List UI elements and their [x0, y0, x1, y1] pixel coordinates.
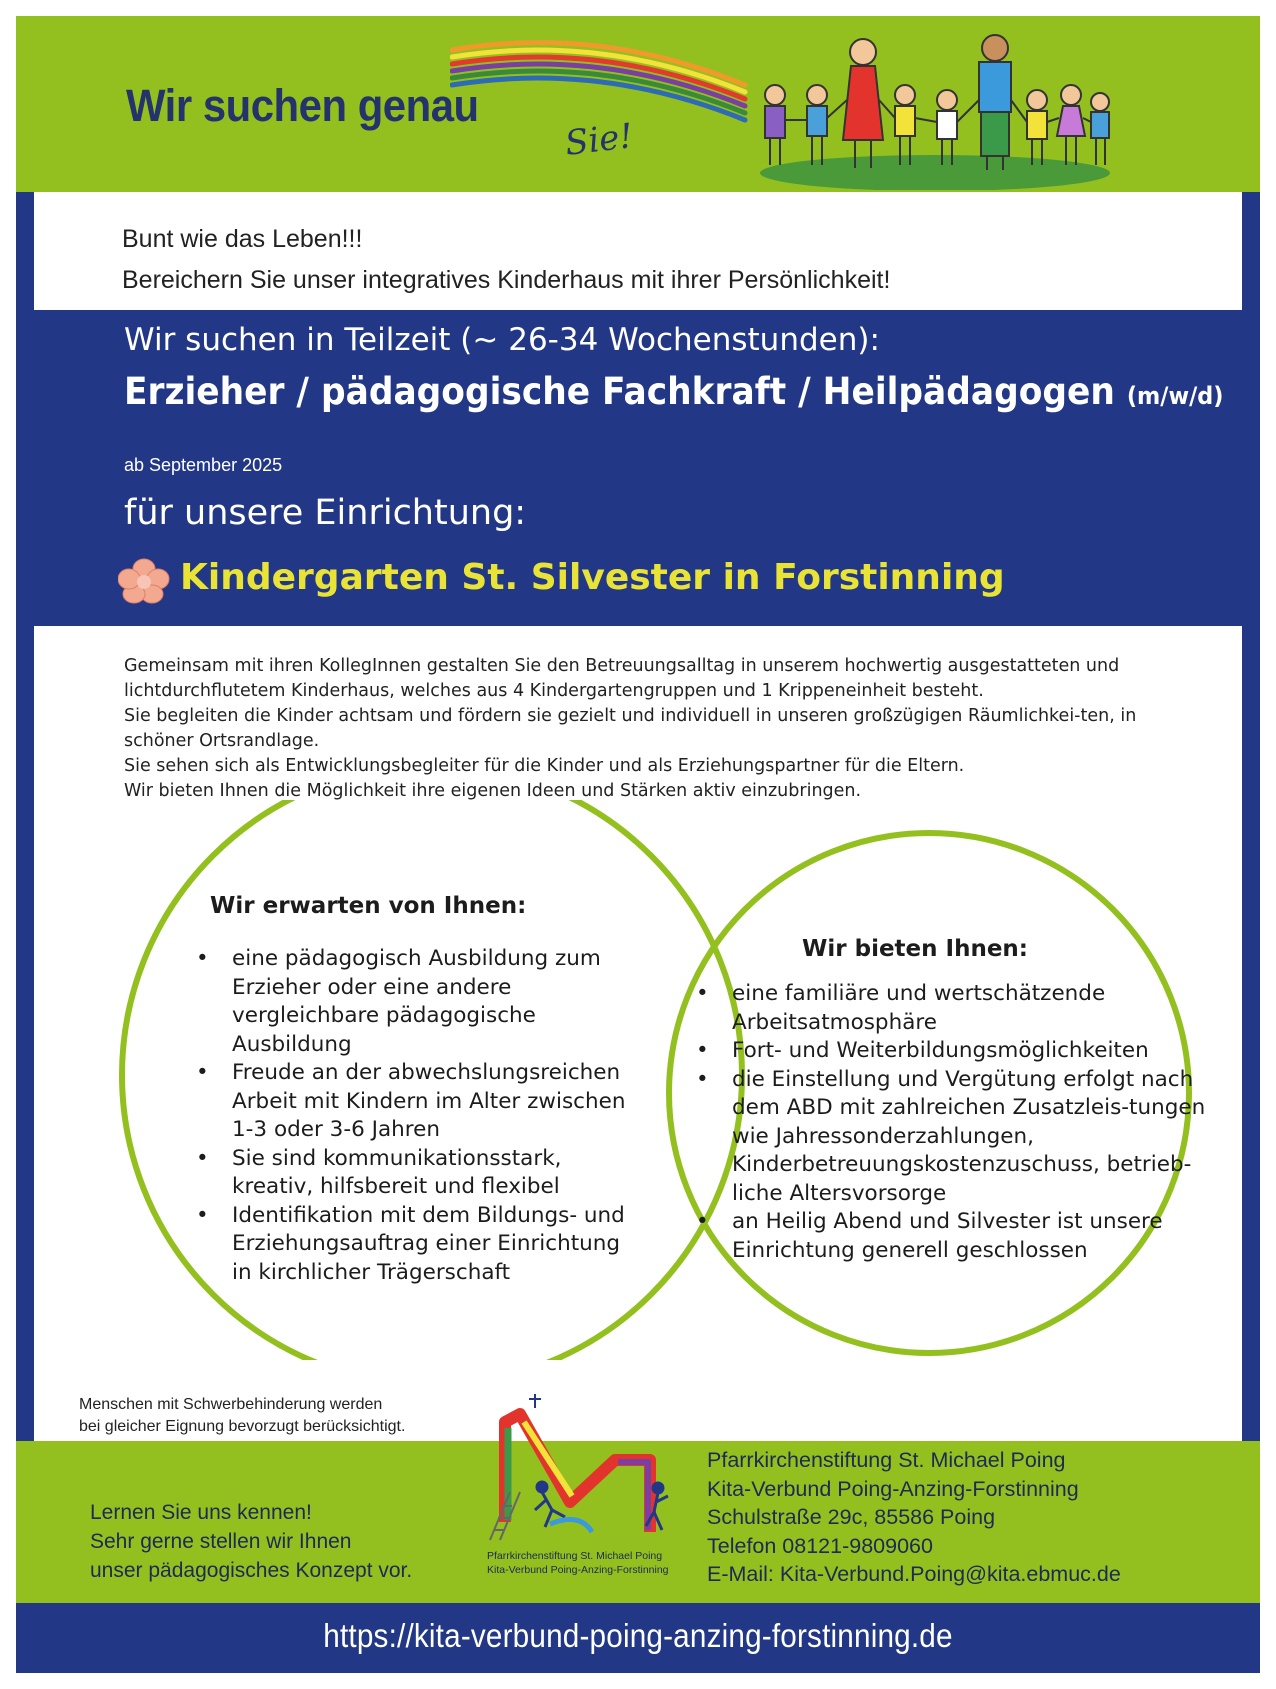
- job-description: [124, 654, 1204, 804]
- meet-us-line: Sehr gerne stellen wir Ihnen: [90, 1530, 352, 1553]
- kita-verbund-logo: [480, 1392, 680, 1552]
- contact-verbund: Kita-Verbund Poing-Anzing-Forstinning: [707, 1476, 1079, 1501]
- meet-us-text: [90, 1498, 412, 1585]
- intro-invitation: Bereichern Sie unser integratives Kinderhaus mit ihrer Persönlichkeit!: [122, 266, 891, 294]
- contact-address: Schulstraße 29c, 85586 Poing: [707, 1505, 996, 1529]
- list-item: • Fort- und Weiterbildungsmöglichkeiten: [696, 1037, 1216, 1066]
- header-sie-script: Sie!: [562, 116, 636, 164]
- rainbow-illustration: [450, 30, 750, 130]
- list-item: • Identifikation mit dem Bildungs- und Erziehungsauftrag einer Einrichtung in kirchlicher Trägerschaft: [196, 1202, 636, 1288]
- list-item: • an Heilig Abend und Silvester ist unsere Einrichtung generell geschlossen: [696, 1208, 1216, 1265]
- list-item: • die Einstellung und Vergütung erfolgt nach dem ABD mit zahlreichen Zusatzleis-tungen wie Jahressonderzahlungen, Kinderbetreuungskostenzuschuss, betrieb-liche Altersvorsorge: [696, 1066, 1216, 1209]
- expect-list: [196, 945, 636, 1287]
- offer-heading: Wir bieten Ihnen:: [802, 936, 1029, 962]
- list-item: • eine pädagogisch Ausbildung zum Erzieher oder eine andere vergleichbare pädagogische Ausbildung: [196, 945, 636, 1059]
- header-title: Wir suchen genau: [126, 80, 479, 131]
- logo-caption: Kita-Verbund Poing-Anzing-Forstinning: [487, 1564, 669, 1576]
- contact-block: [707, 1446, 1121, 1589]
- facility-name: Kindergarten St. Silvester in Forstinning: [180, 557, 1005, 598]
- job-title: [124, 370, 1223, 413]
- logo-caption: Pfarrkirchenstiftung St. Michael Poing: [487, 1550, 663, 1562]
- disability-note-line: Menschen mit Schwerbehinderung werden: [79, 1396, 383, 1413]
- gender-label: (m/w/d): [1126, 382, 1224, 410]
- facility-label: für unsere Einrichtung:: [124, 493, 527, 533]
- description-paragraph: Sie begleiten die Kinder achtsam und fördern sie gezielt und individuell in unseren großzügigen Räumlichkei-ten, in schöner Ortsrandlage.: [124, 706, 1137, 751]
- website-link[interactable]: https://kita-verbund-poing-anzing-forstinning.de: [323, 1617, 953, 1654]
- description-paragraph: Sie sehen sich als Entwicklungsbegleiter für die Kinder und als Erziehungspartner für die Eltern.: [124, 756, 965, 776]
- job-title-text: Erzieher / pädagogische Fachkraft / Heilpädagogen: [124, 370, 1115, 413]
- list-item: • Sie sind kommunikationsstark, kreativ, hilfsbereit und flexibel: [196, 1145, 636, 1202]
- children-illustration: [755, 30, 1115, 190]
- list-item: • eine familiäre und wertschätzende Arbeitsatmosphäre: [696, 980, 1216, 1037]
- flower-icon: [118, 558, 170, 604]
- description-paragraph: Wir bieten Ihnen die Möglichkeit ihre eigenen Ideen und Stärken aktiv einzubringen.: [124, 781, 862, 801]
- disability-note-line: bei gleicher Eignung bevorzugt berücksichtigt.: [79, 1418, 406, 1435]
- contact-phone[interactable]: Telefon 08121-9809060: [707, 1533, 933, 1558]
- teilzeit-line: Wir suchen in Teilzeit (~ 26-34 Wochenstunden):: [124, 322, 880, 358]
- contact-email[interactable]: E-Mail: Kita-Verbund.Poing@kita.ebmuc.de: [707, 1562, 1121, 1586]
- meet-us-line: Lernen Sie uns kennen!: [90, 1501, 312, 1524]
- meet-us-line: unser pädagogisches Konzept vor.: [90, 1559, 413, 1582]
- expect-heading: Wir erwarten von Ihnen:: [210, 893, 527, 919]
- list-item: • Freude an der abwechslungsreichen Arbeit mit Kindern im Alter zwischen 1-3 oder 3-6 Jahren: [196, 1059, 636, 1145]
- intro-tagline: Bunt wie das Leben!!!: [122, 225, 363, 253]
- offer-list: [696, 980, 1216, 1265]
- contact-org: Pfarrkirchenstiftung St. Michael Poing: [707, 1448, 1066, 1472]
- description-paragraph: Gemeinsam mit ihren KollegInnen gestalten Sie den Betreuungsalltag in unserem hochwertig ausgestatteten und lichtdurchflutetem Kinderhaus, welches aus 4 Kindergartengruppen und 1 Krippeneinheit besteht.: [124, 656, 1120, 701]
- start-date: ab September 2025: [124, 455, 283, 475]
- disability-note: [79, 1394, 405, 1438]
